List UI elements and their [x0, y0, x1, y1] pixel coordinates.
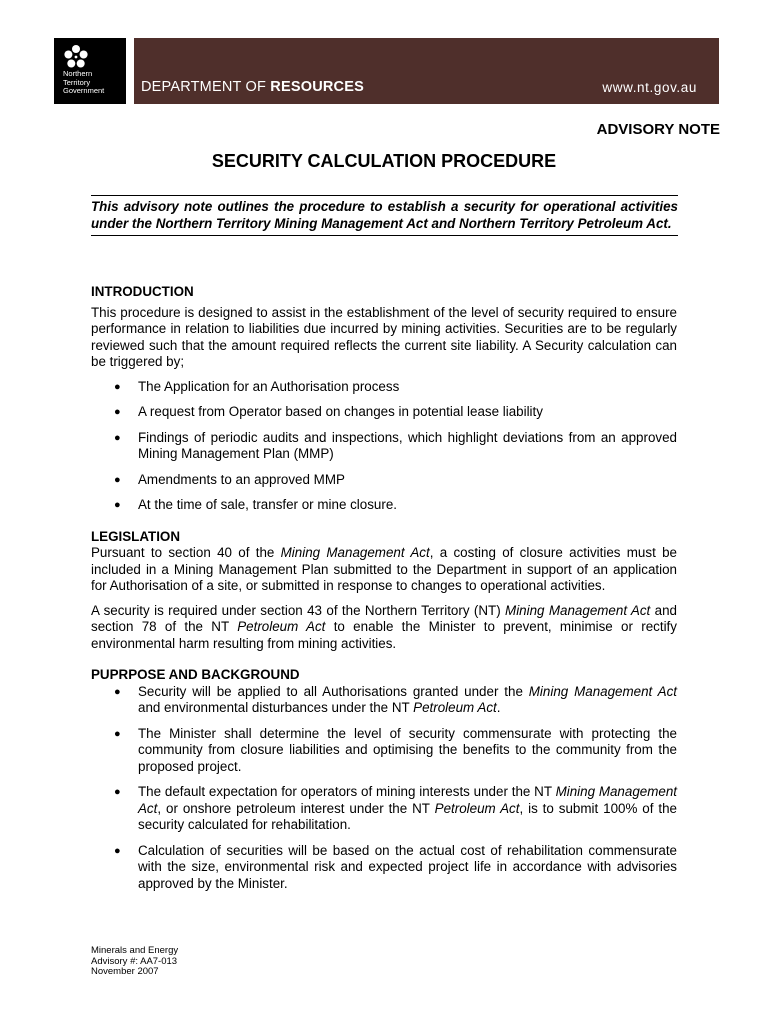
logo-line: Northern — [63, 69, 93, 78]
logo-line: Government — [63, 86, 105, 95]
bullet-icon: ● — [114, 727, 121, 740]
bullet-icon: ● — [114, 380, 121, 393]
list-item: ● A request from Operator based on changes in potential lease liability — [114, 404, 543, 419]
list-item: ● Security will be applied to all Authorisations granted under the Mining Management Act and environmental disturbances under the NT Petroleum Act. — [114, 683, 677, 715]
department-name: DEPARTMENT OF RESOURCES — [141, 79, 364, 95]
summary-box: This advisory note outlines the procedure to establish a security for operational activities under the Northern Territory Mining Management Act and Northern Territory Petroleum Act. — [91, 195, 678, 236]
bullet-icon: ● — [114, 685, 121, 698]
section-heading-legislation: LEGISLATION — [91, 528, 181, 544]
legislation-paragraph-2: A security is required under section 43 of the Northern Territory (NT) Mining Management Act and section 78 of the NT Petroleum Act to enable the Minister to prevent, minimise or rectify environmental harm resulting from mining activities. — [91, 602, 678, 651]
list-item: ● The default expectation for operators of mining interests under the NT Mining Management Act, or onshore petroleum interest under the NT Petroleum Act, is to submit 100% of the security calculated for rehabilitation. — [114, 784, 677, 832]
nt-government-logo — [54, 38, 126, 104]
list-item: ● The Application for an Authorisation process — [114, 378, 400, 394]
logo-line: Territory — [63, 77, 91, 87]
intro-paragraph: This procedure is designed to assist in the establishment of the level of security required to ensure performance in relation to liabilities due incurred by mining activities. Securities are to be regularly reviewed such that the amount required reflects the current site liability. A Security calculation can be triggered by; — [91, 304, 677, 369]
purpose-list — [91, 684, 677, 893]
footer-line: November 2007 — [91, 966, 159, 977]
flower-emblem-icon — [63, 44, 89, 70]
legislation-paragraph-1: Pursuant to section 40 of the Mining Management Act, a costing of closure activities must be included in a Mining Management Plan submitted to the Department in support of an application for Authorisation of a site, or submitted in response to changes to operational activities. — [91, 545, 677, 593]
footer-line: Minerals and Energy — [91, 945, 179, 956]
footer-line: Advisory #: AA7-013 — [91, 955, 178, 967]
list-item: ● The Minister shall determine the level of security commensurate with protecting the community from closure liabilities and optimising the benefits to the community from the proposed project. — [114, 725, 677, 774]
bullet-icon: ● — [114, 499, 121, 511]
list-item: ● Amendments to an approved MMP — [114, 471, 345, 487]
document-body — [91, 284, 677, 892]
header-banner — [134, 38, 719, 104]
note-type-label: ADVISORY NOTE — [596, 121, 720, 138]
bullet-icon: ● — [114, 844, 121, 857]
page-title: SECURITY CALCULATION PROCEDURE — [211, 151, 557, 171]
section-heading-introduction: INTRODUCTION — [91, 284, 194, 299]
logo-text — [63, 70, 104, 96]
bullet-icon: ● — [114, 431, 121, 444]
website-link[interactable]: www.nt.gov.au — [602, 80, 697, 95]
section-heading-purpose: PUPRPOSE AND BACKGROUND — [91, 667, 300, 682]
list-item: ● Findings of periodic audits and inspections, which highlight deviations from an approved Mining Management Plan (MMP) — [114, 429, 677, 461]
bullet-icon: ● — [114, 406, 121, 418]
bullet-icon: ● — [114, 473, 121, 486]
list-item: ● Calculation of securities will be based on the actual cost of rehabilitation commensurate with the size, environmental risk and expected project life in accordance with advisories approved by the Minister. — [114, 842, 677, 891]
document-footer — [91, 946, 178, 978]
list-item: ● At the time of sale, transfer or mine closure. — [114, 497, 397, 512]
bullet-icon: ● — [114, 786, 121, 798]
trigger-list — [91, 379, 677, 514]
